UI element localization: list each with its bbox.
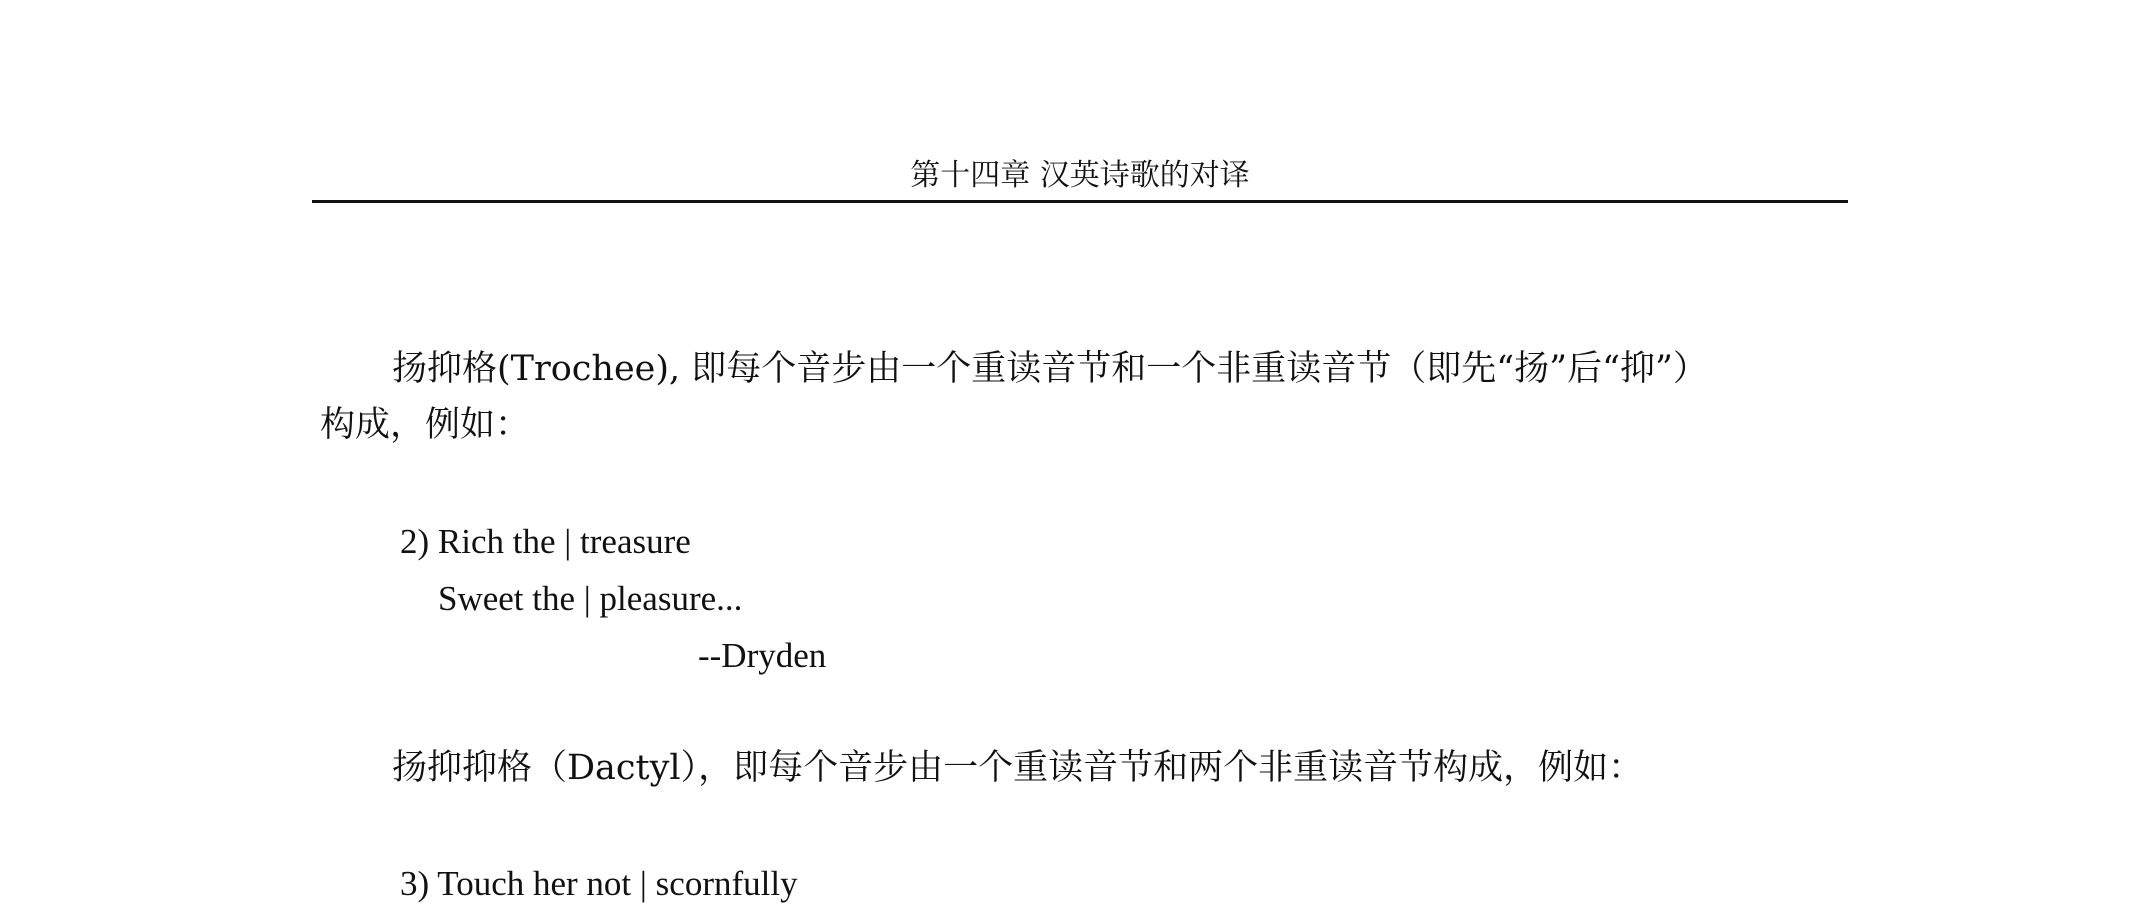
example-2-line-1: 2) Rich the | treasure — [400, 522, 691, 561]
paragraph-trochee — [320, 341, 1708, 453]
example-2-attribution: --Dryden — [698, 636, 827, 675]
paragraph-trochee-line-2: 构成，例如： — [320, 405, 531, 445]
example-2-line-2: Sweet the | pleasure... — [438, 579, 743, 618]
paragraph-trochee-line-1: 扬抑格(Trochee), 即每个音步由一个重读音节和一个非重读音节（即先“扬”后“抑”） — [392, 349, 1708, 389]
header-rule — [312, 200, 1848, 203]
paragraph-dactyl: 扬抑抑格（Dactyl），即每个音步由一个重读音节和两个非重读音节构成，例如： — [392, 748, 1644, 788]
example-3-line-1: 3) Touch her not | scornfully — [400, 864, 798, 903]
chapter-header: 第十四章 汉英诗歌的对译 — [910, 158, 1250, 193]
